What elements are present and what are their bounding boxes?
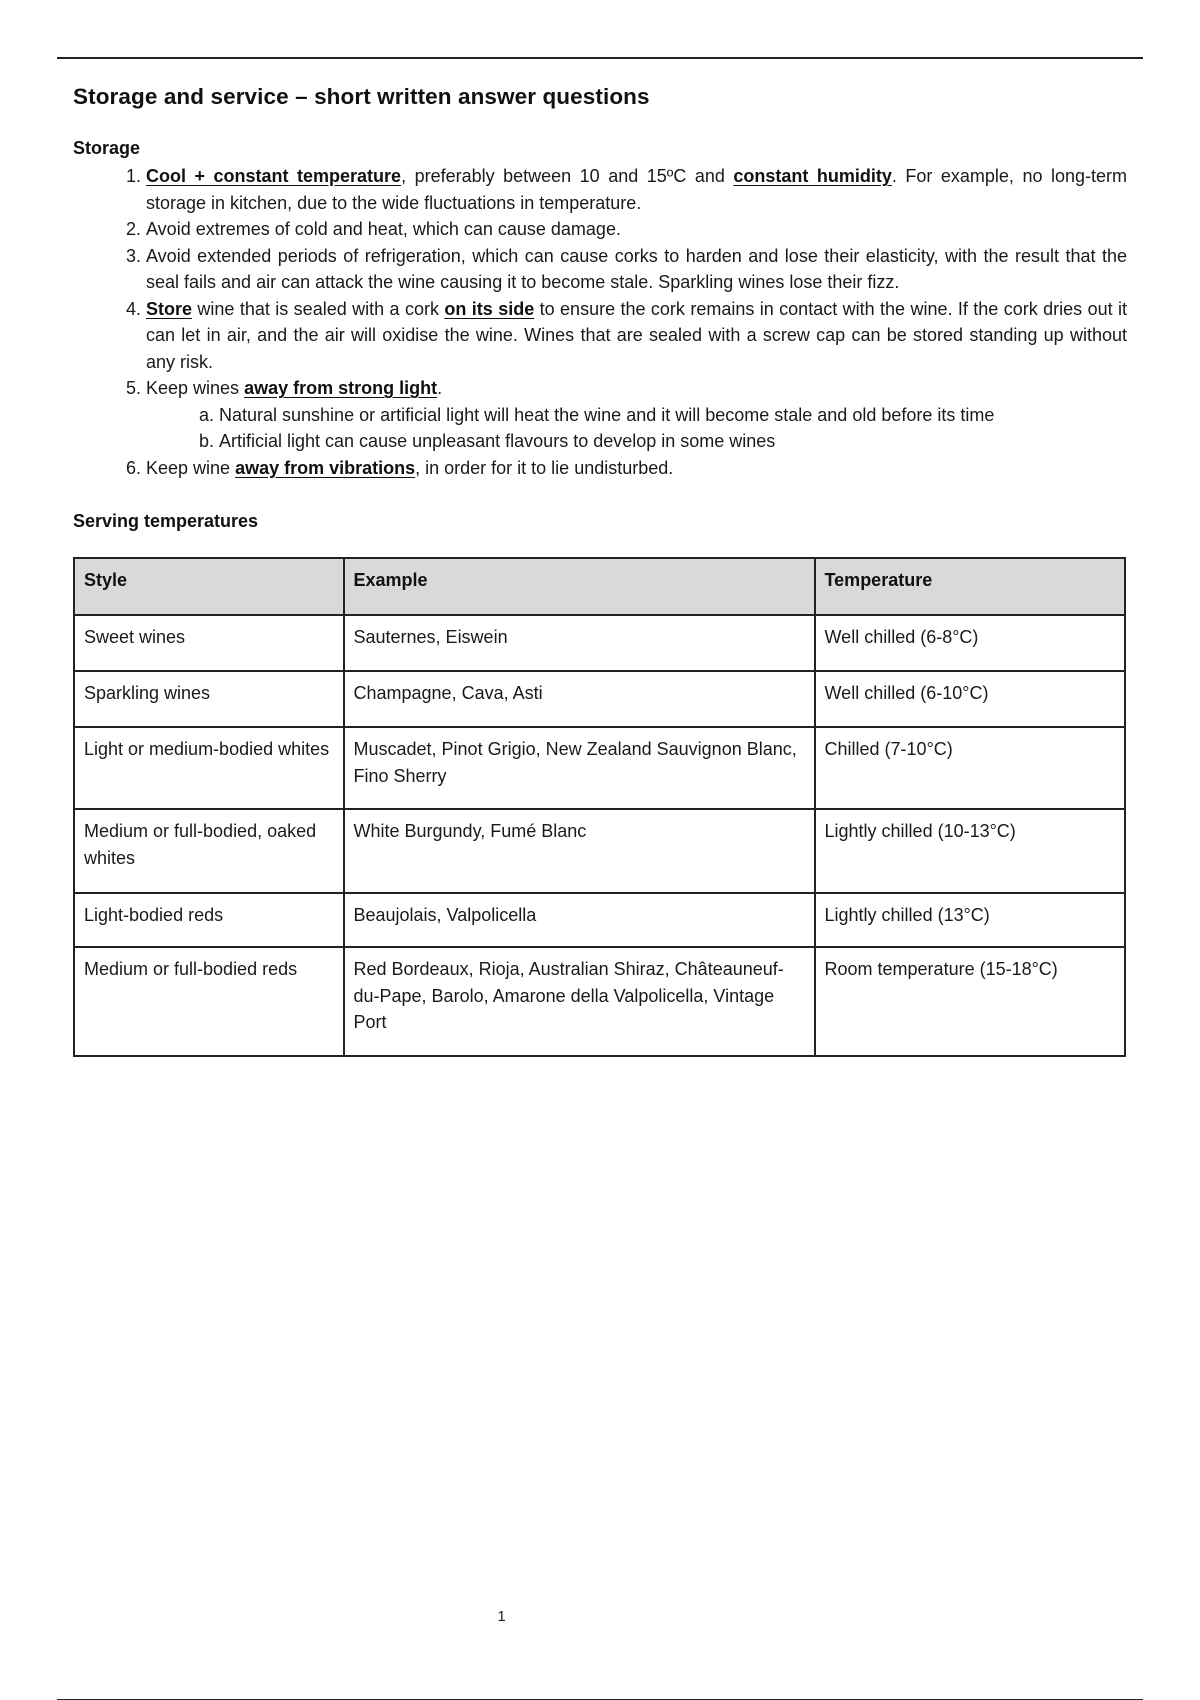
cell-temperature: Chilled (7-10°C) bbox=[815, 727, 1125, 809]
top-rule bbox=[57, 57, 1143, 59]
emphasis-text: Cool + constant temperature bbox=[146, 166, 402, 186]
emphasis-text: Store bbox=[146, 298, 193, 319]
item-text: Avoid extremes of cold and heat, which can cause damage. bbox=[146, 219, 621, 239]
table-row bbox=[74, 615, 1125, 671]
item-text: Keep wine bbox=[146, 457, 236, 478]
list-item bbox=[146, 296, 1127, 376]
sub-list-item: a. Natural sunshine or artificial light will heat the wine and it will become stale and old before its time bbox=[219, 402, 1127, 429]
item-text: , in order for it to lie undisturbed. bbox=[415, 457, 674, 478]
list-item bbox=[146, 455, 1127, 482]
cell-temperature: Lightly chilled (13°C) bbox=[815, 893, 1125, 947]
item-text: wine that is sealed with a cork bbox=[192, 298, 445, 319]
item-text: . bbox=[437, 378, 443, 398]
item-text: , preferably between 10 and 15ºC and bbox=[401, 166, 734, 186]
cell-temperature: Well chilled (6-8°C) bbox=[815, 615, 1125, 671]
cell-style: Medium or full-bodied reds bbox=[74, 947, 344, 1056]
storage-list bbox=[73, 163, 1127, 481]
table-header-row bbox=[74, 558, 1125, 615]
cell-example: Muscadet, Pinot Grigio, New Zealand Sauvignon Blanc, Fino Sherry bbox=[344, 727, 815, 809]
list-item bbox=[146, 216, 1127, 243]
cell-style: Medium or full-bodied, oaked whites bbox=[74, 809, 344, 893]
page-title: Storage and service – short written answer questions bbox=[73, 84, 650, 109]
cell-style: Light or medium-bodied whites bbox=[74, 727, 344, 809]
cell-example: White Burgundy, Fumé Blanc bbox=[344, 809, 815, 893]
document-body bbox=[73, 84, 1127, 1057]
column-header-style: Style bbox=[74, 558, 344, 615]
item-text: to ensure the cork remains in contact with the wine. If the cork dries out it can let in air, and the air will oxidise the wine. Wines that are sealed with a screw cap can be stored standing up without any risk. bbox=[146, 298, 1127, 372]
list-item bbox=[146, 375, 1127, 455]
list-item bbox=[146, 243, 1127, 296]
page-number: 1 bbox=[497, 1608, 506, 1625]
item-text: Keep wines bbox=[146, 378, 245, 398]
cell-example: Beaujolais, Valpolicella bbox=[344, 893, 815, 947]
emphasis-text: on its side bbox=[444, 298, 535, 319]
item-text: Avoid extended periods of refrigeration, which can cause corks to harden and lose their elasticity, with the result that the seal fails and air can attack the wine causing it to become stale. Sparkling wines lose their fizz. bbox=[146, 245, 1127, 292]
cell-temperature: Well chilled (6-10°C) bbox=[815, 671, 1125, 727]
storage-heading: Storage bbox=[73, 138, 141, 158]
column-header-temperature: Temperature bbox=[815, 558, 1125, 615]
table-row bbox=[74, 947, 1125, 1056]
table-row bbox=[74, 893, 1125, 947]
cell-style: Sweet wines bbox=[74, 615, 344, 671]
emphasis-text: away from vibrations bbox=[235, 457, 416, 478]
table-row bbox=[74, 809, 1125, 893]
emphasis-text: constant humidity bbox=[733, 166, 892, 186]
serving-temperatures-heading: Serving temperatures bbox=[73, 511, 259, 531]
sub-list-item: b. Artificial light can cause unpleasant flavours to develop in some wines bbox=[219, 428, 1127, 455]
cell-example: Red Bordeaux, Rioja, Australian Shiraz, Châteauneuf-du-Pape, Barolo, Amarone della Valpolicella, Vintage Port bbox=[344, 947, 815, 1056]
cell-style: Light-bodied reds bbox=[74, 893, 344, 947]
table-row bbox=[74, 727, 1125, 809]
cell-temperature: Lightly chilled (10-13°C) bbox=[815, 809, 1125, 893]
cell-example: Sauternes, Eiswein bbox=[344, 615, 815, 671]
emphasis-text: away from strong light bbox=[244, 378, 438, 398]
table-row bbox=[74, 671, 1125, 727]
serving-temperatures-table bbox=[73, 557, 1126, 1057]
cell-example: Champagne, Cava, Asti bbox=[344, 671, 815, 727]
sub-list bbox=[146, 402, 1127, 455]
item-text: . For example, no long-term storage in kitchen, due to the wide fluctuations in temperature. bbox=[146, 166, 1127, 213]
cell-temperature: Room temperature (15-18°C) bbox=[815, 947, 1125, 1056]
cell-style: Sparkling wines bbox=[74, 671, 344, 727]
list-item bbox=[146, 163, 1127, 216]
column-header-example: Example bbox=[344, 558, 815, 615]
